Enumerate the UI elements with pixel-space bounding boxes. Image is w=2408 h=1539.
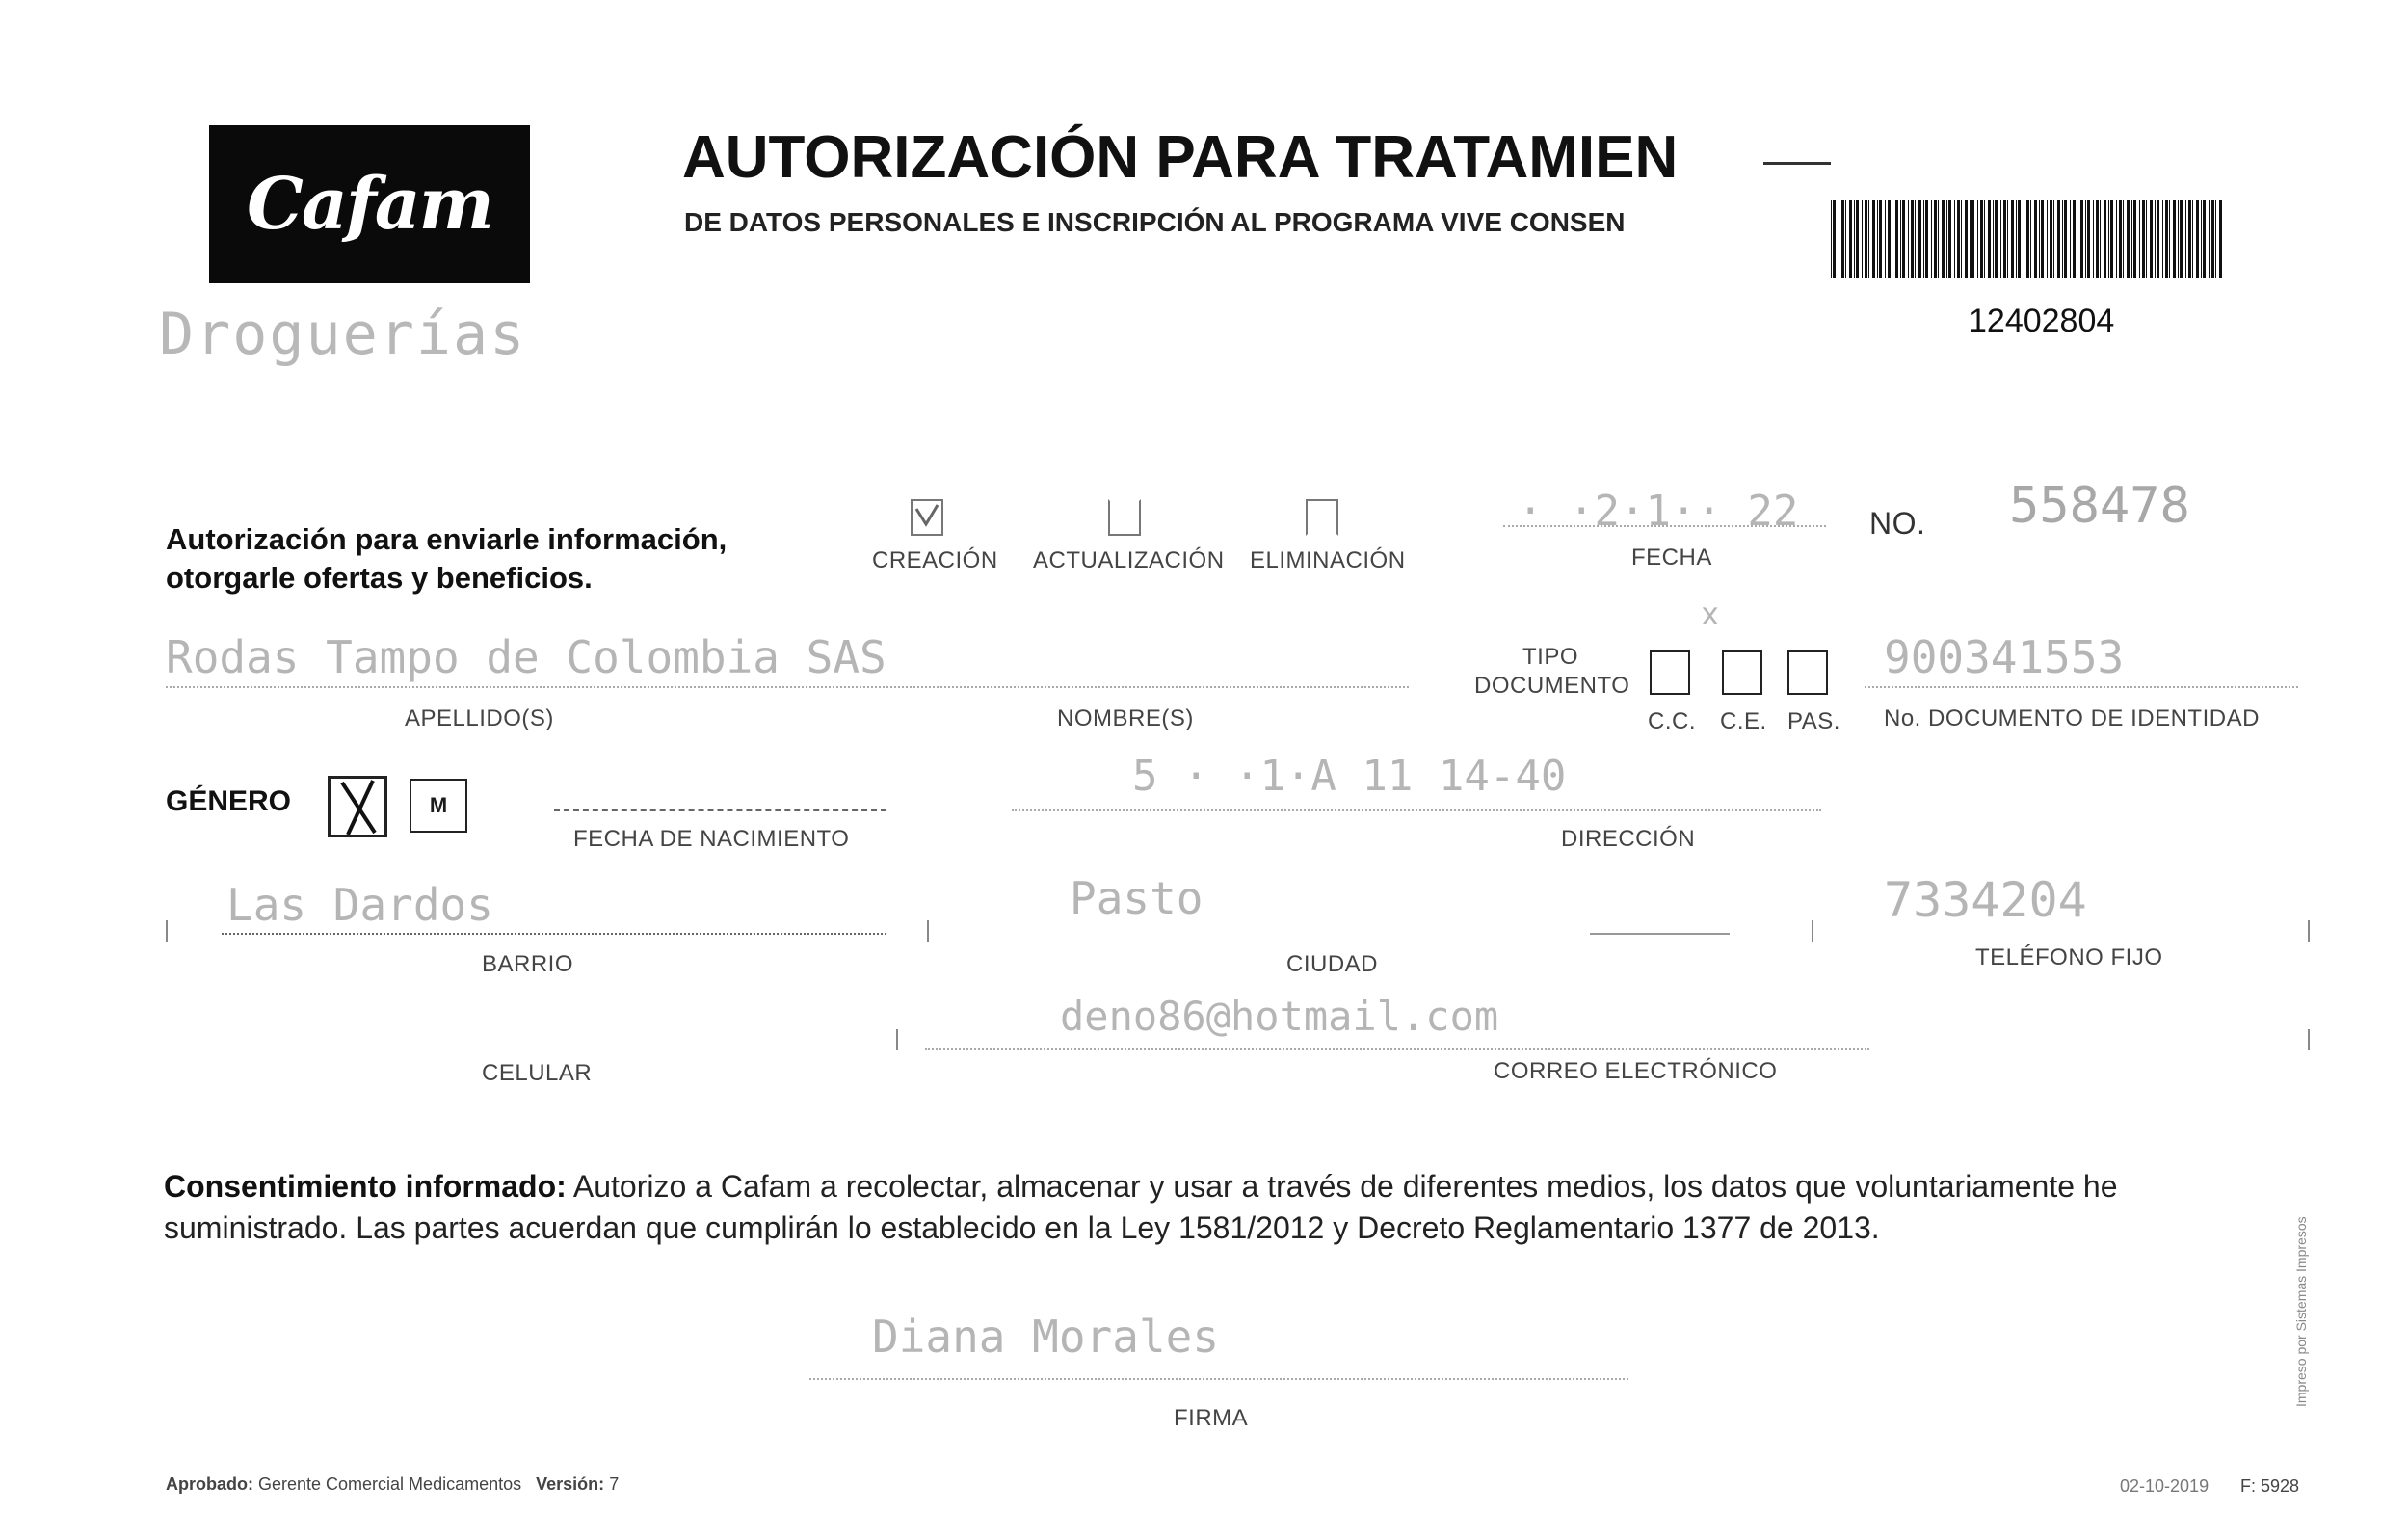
- barcode-bar: [2104, 200, 2106, 278]
- barcode-bar: [1833, 200, 1836, 278]
- x-mark-icon: [331, 779, 384, 835]
- signature-label: FIRMA: [1174, 1405, 1249, 1431]
- field-tick: [2308, 920, 2310, 942]
- ce-label: C.E.: [1720, 708, 1767, 734]
- barcode-bar: [2185, 200, 2186, 278]
- gender-label: GÉNERO: [166, 785, 292, 817]
- check-mark-icon: [913, 501, 941, 534]
- barcode-bar: [2219, 200, 2222, 278]
- barcode-bar: [1925, 200, 1928, 278]
- barcode-bar: [1862, 200, 1863, 278]
- barcode-bar: [1970, 200, 1971, 278]
- barcode-bar: [1872, 200, 1875, 278]
- barcode-bar: [2150, 200, 2153, 278]
- barcode-bar: [1946, 200, 1947, 278]
- barcode-bar: [1911, 200, 1914, 278]
- address-handwriting: 5 · ·1·A 11 14-40: [1132, 752, 1567, 801]
- gender-m-checkbox[interactable]: [410, 779, 467, 833]
- barcode-bar: [2080, 200, 2083, 278]
- barcode-bar: [1918, 200, 1921, 278]
- phone-label: TELÉFONO FIJO: [1975, 944, 2163, 970]
- deletion-label: ELIMINACIÓN: [1250, 547, 1406, 573]
- barcode: [1831, 200, 2226, 278]
- barcode-bar: [2003, 200, 2006, 278]
- creation-label: CREACIÓN: [872, 547, 998, 573]
- surnames-field[interactable]: [166, 686, 1409, 688]
- barcode-bar: [1831, 200, 1832, 278]
- barcode-bar: [2142, 200, 2145, 278]
- barcode-bar: [1931, 200, 1932, 278]
- barcode-bar: [2169, 200, 2170, 278]
- city-field[interactable]: [1590, 933, 1730, 935]
- barcode-bar: [2085, 200, 2086, 278]
- mobile-label: CELULAR: [482, 1060, 593, 1086]
- barcode-number: 12402804: [1969, 303, 2115, 339]
- barcode-bar: [1865, 200, 1867, 278]
- footer-approved: [166, 1474, 619, 1495]
- barcode-bar: [2180, 200, 2183, 278]
- barcode-bar: [1961, 200, 1962, 278]
- barcode-bar: [2201, 200, 2202, 278]
- surname-handwriting: Rodas Tampo de Colombia SAS: [166, 631, 886, 683]
- barcode-bar: [2123, 200, 2124, 278]
- barcode-bar: [2000, 200, 2001, 278]
- barcode-bar: [1948, 200, 1951, 278]
- footer-date: 02-10-2019: [2120, 1476, 2210, 1496]
- barcode-bar: [1879, 200, 1882, 278]
- barcode-bar: [1934, 200, 1937, 278]
- ce-checkbox[interactable]: [1722, 650, 1762, 695]
- cc-checkbox[interactable]: [1650, 650, 1690, 695]
- phone-handwriting: 7334204: [1884, 872, 2087, 928]
- doc-number-field[interactable]: [1865, 686, 2298, 688]
- barcode-bar: [2209, 200, 2210, 278]
- consent-paragraph: [164, 1166, 2303, 1249]
- field-tick: [2308, 1029, 2310, 1050]
- version-label: Versión:: [536, 1474, 605, 1494]
- barcode-bar: [2173, 200, 2176, 278]
- form-title: AUTORIZACIÓN PARA TRATAMIEN: [682, 124, 1679, 191]
- birthdate-field[interactable]: [554, 809, 886, 811]
- barcode-bar: [2211, 200, 2214, 278]
- authorization-text: [166, 520, 727, 597]
- email-label: CORREO ELECTRÓNICO: [1494, 1058, 1778, 1084]
- barcode-bar: [1942, 200, 1945, 278]
- barcode-bar: [2146, 200, 2147, 278]
- cafam-logo: [209, 125, 530, 283]
- doc-type-label-2: DOCUMENTO: [1474, 673, 1630, 699]
- barcode-bar: [2108, 200, 2109, 278]
- field-tick: [1812, 920, 1813, 942]
- approved-value: Gerente Comercial Medicamentos: [258, 1474, 522, 1494]
- email-handwriting: deno86@hotmail.com: [1060, 993, 1499, 1040]
- barcode-bar: [2139, 200, 2140, 278]
- barcode-bar: [1915, 200, 1916, 278]
- barcode-bar: [2093, 200, 2094, 278]
- surnames-label: APELLIDO(S): [405, 705, 554, 731]
- barcode-bar: [2057, 200, 2060, 278]
- gender-f-checkbox[interactable]: [328, 776, 387, 837]
- barcode-bar: [2087, 200, 2090, 278]
- barcode-bar: [2215, 200, 2216, 278]
- consent-text: Autorizo a Cafam a recolectar, almacenar y usar a través de diferentes medios, los datos que voluntariamente he suministrado. Las partes acuerdan que cumplirán lo establecido en la Ley 1581/2012 y Decreto Reglamentario 1377 de 2013.: [164, 1169, 2118, 1245]
- consent-heading: Consentimiento informado:: [164, 1169, 567, 1204]
- barcode-bar: [2096, 200, 2099, 278]
- signature-handwriting: Diana Morales: [872, 1311, 1220, 1363]
- barcode-bar: [2100, 200, 2101, 278]
- deletion-checkbox[interactable]: [1306, 499, 1338, 536]
- barcode-bar: [2047, 200, 2048, 278]
- doc-number-label: No. DOCUMENTO DE IDENTIDAD: [1884, 705, 2260, 731]
- barcode-bar: [1995, 200, 1998, 278]
- barcode-bar: [2011, 200, 2014, 278]
- barcode-bar: [2116, 200, 2117, 278]
- authorization-line-2: otorgarle ofertas y beneficios.: [166, 561, 593, 595]
- barcode-bar: [1980, 200, 1983, 278]
- barcode-bar: [2178, 200, 2179, 278]
- barcode-bar: [1845, 200, 1846, 278]
- side-print-text: Impreso por Sistemas Impresos: [2293, 1216, 2309, 1407]
- barcode-bar: [1868, 200, 1869, 278]
- barcode-bar: [1877, 200, 1878, 278]
- barcode-bar: [2165, 200, 2168, 278]
- neighborhood-field[interactable]: [222, 933, 886, 935]
- barcode-bar: [1895, 200, 1898, 278]
- update-label: ACTUALIZACIÓN: [1033, 547, 1225, 573]
- approved-label: Aprobado:: [166, 1474, 253, 1494]
- barcode-bar: [1993, 200, 1994, 278]
- field-tick: [896, 1029, 898, 1050]
- doc-type-mark: x: [1701, 596, 1720, 632]
- barcode-bar: [1938, 200, 1939, 278]
- barcode-bar: [2131, 200, 2132, 278]
- authorization-line-1: Autorización para enviarle información,: [166, 522, 728, 556]
- birthdate-label: FECHA DE NACIMIENTO: [573, 826, 850, 852]
- date-handwriting: · ·2·1·· 22: [1518, 487, 1799, 536]
- barcode-bar: [2064, 200, 2067, 278]
- update-checkbox[interactable]: [1108, 499, 1141, 536]
- barcode-bar: [1841, 200, 1844, 278]
- email-field[interactable]: [925, 1048, 1869, 1050]
- barcode-bar: [2157, 200, 2159, 278]
- names-label: NOMBRE(S): [1057, 705, 1194, 731]
- footer-form-code: F: 5928: [2240, 1476, 2300, 1496]
- neighborhood-label: BARRIO: [482, 951, 574, 977]
- barcode-bar: [1900, 200, 1901, 278]
- version-value: 7: [609, 1474, 620, 1494]
- barcode-bar: [2018, 200, 2021, 278]
- barcode-bar: [2133, 200, 2136, 278]
- form-subtitle: DE DATOS PERSONALES E INSCRIPCIÓN AL PROGRAMA VIVE CONSEN: [684, 207, 1626, 237]
- barcode-bar: [2070, 200, 2071, 278]
- barcode-bar: [1849, 200, 1852, 278]
- form-number: 558478: [2009, 477, 2190, 535]
- field-tick: [166, 920, 168, 942]
- barcode-bar: [1854, 200, 1855, 278]
- barcode-bar: [1988, 200, 1991, 278]
- barcode-bar: [1888, 200, 1891, 278]
- barcode-bar: [2062, 200, 2063, 278]
- barcode-bar: [2119, 200, 2122, 278]
- doc-type-label-1: TIPO: [1522, 644, 1579, 670]
- barcode-bar: [2196, 200, 2199, 278]
- logo-text: Cafam: [247, 163, 492, 246]
- barcode-bar: [2053, 200, 2054, 278]
- barcode-bar: [2155, 200, 2156, 278]
- barcode-bar: [1977, 200, 1978, 278]
- barcode-bar: [2016, 200, 2017, 278]
- barcode-bar: [2192, 200, 2193, 278]
- barcode-bar: [2007, 200, 2008, 278]
- barcode-bar: [2030, 200, 2031, 278]
- barcode-bar: [2050, 200, 2052, 278]
- barcode-bar: [2110, 200, 2113, 278]
- creation-checkbox[interactable]: [911, 499, 943, 536]
- sub-brand-droguerias: Droguerías: [159, 301, 527, 368]
- address-label: DIRECCIÓN: [1561, 826, 1696, 852]
- barcode-bar: [2039, 200, 2040, 278]
- barcode-bar: [2127, 200, 2130, 278]
- doc-number-handwriting: 900341553: [1884, 631, 2125, 683]
- title-cut-mark: [1763, 162, 1831, 165]
- barcode-bar: [1902, 200, 1905, 278]
- address-field[interactable]: [1012, 809, 1821, 811]
- barcode-bar: [1923, 200, 1924, 278]
- barcode-bar: [1908, 200, 1909, 278]
- no-label: NO.: [1869, 506, 1926, 541]
- gender-m-label: M: [429, 793, 448, 817]
- barcode-bar: [2073, 200, 2076, 278]
- city-handwriting: Pasto: [1070, 872, 1204, 924]
- neighborhood-handwriting: Las Dardos: [226, 879, 493, 931]
- barcode-bar: [1856, 200, 1859, 278]
- pas-checkbox[interactable]: [1787, 650, 1828, 695]
- barcode-bar: [2034, 200, 2037, 278]
- barcode-bar: [2026, 200, 2029, 278]
- barcode-bar: [1971, 200, 1974, 278]
- pas-label: PAS.: [1787, 708, 1840, 734]
- barcode-bar: [1885, 200, 1886, 278]
- barcode-bar: [1957, 200, 1960, 278]
- barcode-bar: [2203, 200, 2206, 278]
- barcode-bar: [2162, 200, 2163, 278]
- signature-field[interactable]: [809, 1378, 1628, 1380]
- barcode-bar: [1984, 200, 1985, 278]
- cc-label: C.C.: [1648, 708, 1696, 734]
- barcode-bar: [2188, 200, 2191, 278]
- barcode-bar: [1954, 200, 1955, 278]
- city-label: CIUDAD: [1286, 951, 1379, 977]
- field-tick: [927, 920, 929, 942]
- barcode-bar: [1965, 200, 1968, 278]
- barcode-bar: [2041, 200, 2044, 278]
- date-label: FECHA: [1631, 544, 1712, 570]
